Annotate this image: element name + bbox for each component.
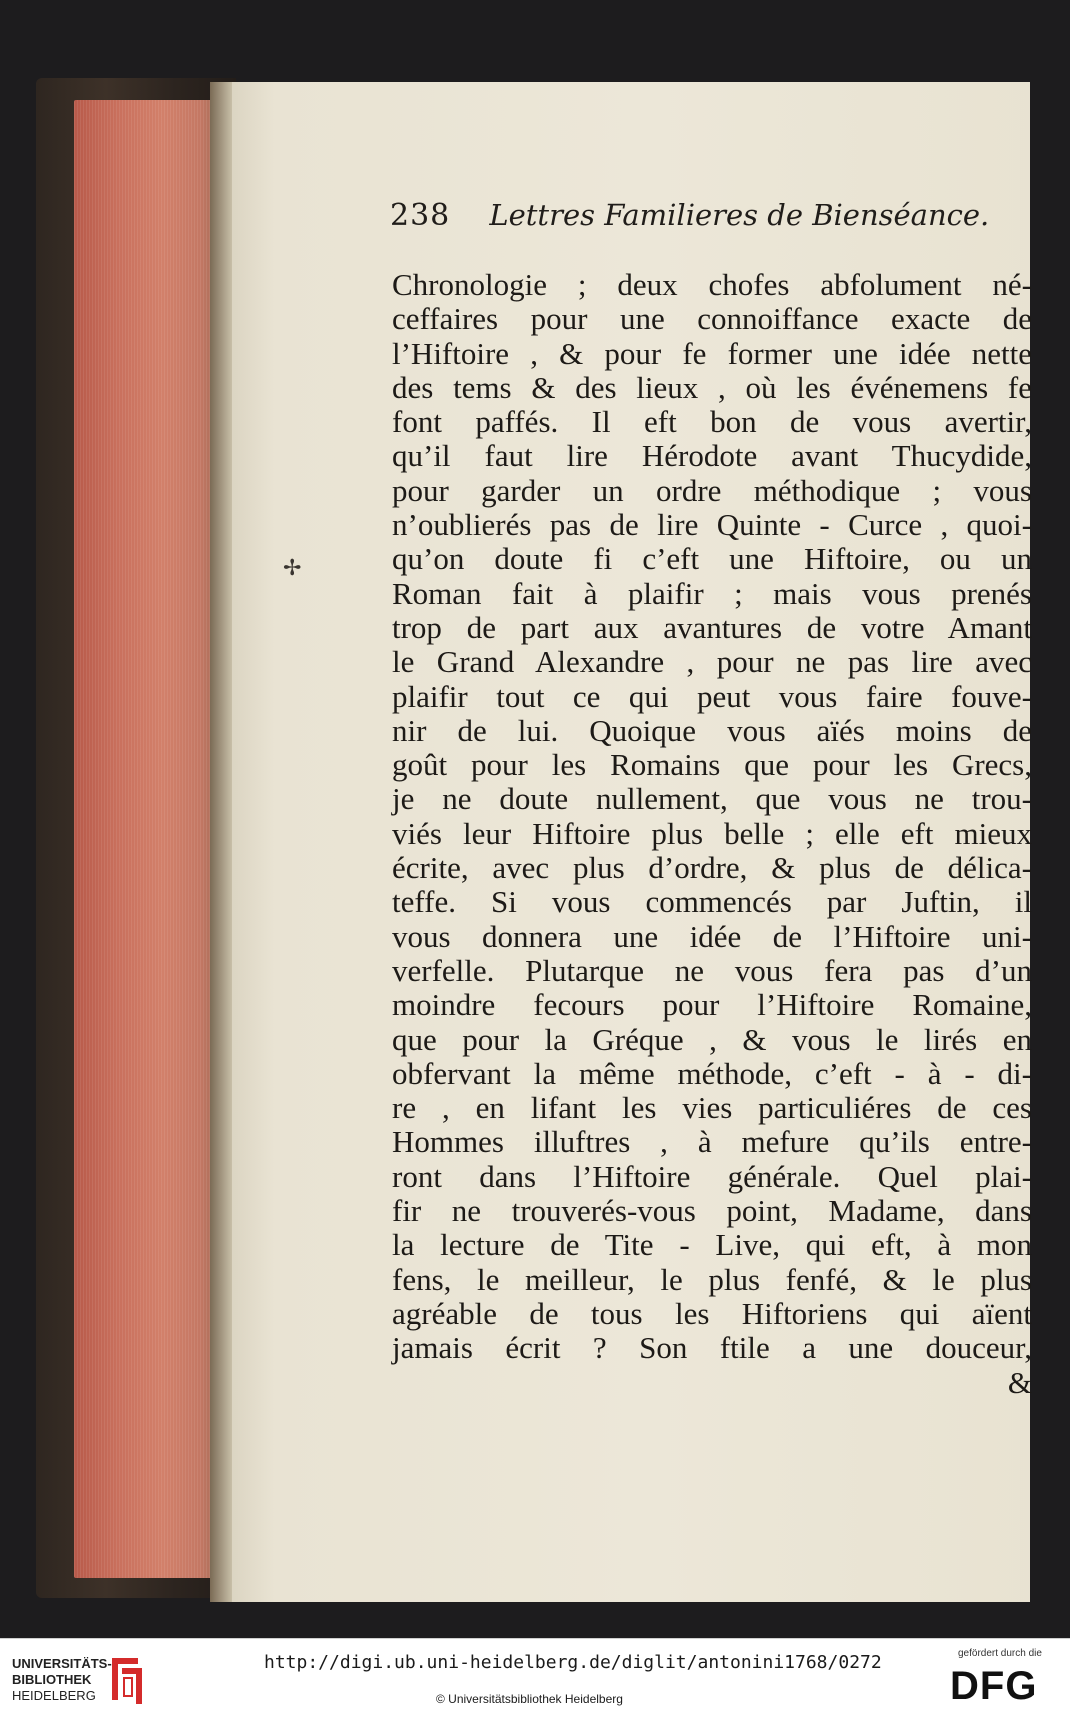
- text-line: font paffés. Il eft bon de vous avertir,: [392, 404, 1032, 440]
- text-line: agréable de tous les Hiftoriens qui aïent: [392, 1295, 1032, 1331]
- text-line: des tems & des lieux , où les événemens fe: [392, 369, 1032, 405]
- text-line: la lecture de Tite - Live, qui eft, à mon: [392, 1227, 1032, 1263]
- page-number: 238: [390, 198, 451, 233]
- text-line: Roman fait à plaifir ; mais vous prenés: [392, 575, 1032, 611]
- text-line: l’Hiftoire , & pour fe former une idée nette: [392, 335, 1032, 371]
- margin-mark: ✢: [283, 556, 302, 581]
- dfg-logo[interactable]: DFG: [950, 1664, 1038, 1708]
- text-line: re , en lifant les vies particuliéres de ces: [392, 1090, 1032, 1126]
- text-line: trop de part aux avantures de votre Amant: [392, 609, 1032, 645]
- text-line: qu’on doute fi c’eft une Hiftoire, ou un: [392, 541, 1032, 577]
- text-line: viés leur Hiftoire plus belle ; elle eft mieux: [392, 815, 1032, 851]
- text-line: nir de lui. Quoique vous aïés moins de: [392, 712, 1032, 748]
- copyright-notice: © Universitätsbibliothek Heidelberg: [436, 1692, 623, 1706]
- text-line: ceffaires pour une connoiffance exacte de: [392, 301, 1032, 337]
- text-line: jamais écrit ? Son ftile a une douceur,: [392, 1330, 1032, 1366]
- library-logo-line2[interactable]: BIBLIOTHEK: [12, 1672, 92, 1687]
- page-header: [390, 198, 990, 248]
- text-line: Hommes illuftres , à mefure qu’ils entre-: [392, 1124, 1032, 1160]
- text-line: fir ne trouverés-vous point, Madame, dans: [392, 1193, 1032, 1229]
- funded-by-label: gefördert durch die: [958, 1648, 1042, 1659]
- text-line: que pour la Gréque , & vous le lirés en: [392, 1021, 1032, 1057]
- library-logo-line1[interactable]: UNIVERSITÄTS-: [12, 1656, 112, 1671]
- page-gutter: [210, 82, 232, 1602]
- text-line: écrite, avec plus d’ordre, & plus de délica-: [392, 850, 1032, 886]
- text-line: qu’il faut lire Hérodote avant Thucydide,: [392, 438, 1032, 474]
- text-line: le Grand Alexandre , pour ne pas lire avec: [392, 644, 1032, 680]
- text-line: ront dans l’Hiftoire générale. Quel plai-: [392, 1158, 1032, 1194]
- text-line: obfervant la même méthode, c’eft - à - di-: [392, 1055, 1032, 1091]
- red-page-edges: [74, 100, 222, 1578]
- text-line: verfelle. Plutarque ne vous fera pas d’un: [392, 952, 1032, 988]
- right-shadow: [1030, 0, 1070, 1638]
- library-logo-line3[interactable]: HEIDELBERG: [12, 1688, 96, 1703]
- text-line: n’oublierés pas de lire Quinte - Curce , quoi-: [392, 507, 1032, 543]
- text-line: je ne doute nullement, que vous ne trou-: [392, 781, 1032, 817]
- text-line: teffe. Si vous commencés par Juftin, il: [392, 884, 1032, 920]
- text-line: fens, le meilleur, le plus fenfé, & le plus: [392, 1261, 1032, 1297]
- text-line: moindre fecours pour l’Hiftoire Romaine,: [392, 987, 1032, 1023]
- text-line: vous donnera une idée de l’Hiftoire uni-: [392, 918, 1032, 954]
- text-line: &: [1007, 1364, 1032, 1400]
- body-text: [392, 268, 1032, 1400]
- text-line: goût pour les Romains que pour les Grecs,: [392, 747, 1032, 783]
- library-logo-icon[interactable]: [108, 1652, 146, 1706]
- footer-bar: [0, 1638, 1070, 1719]
- text-line: plaifir tout ce qui peut vous faire fouve-: [392, 678, 1032, 714]
- text-line: Chronologie ; deux chofes abfolument né-: [392, 267, 1032, 302]
- running-title: Lettres Familieres de Bienséance.: [489, 198, 990, 232]
- text-line: pour garder un ordre méthodique ; vous: [392, 472, 1032, 508]
- permalink-url[interactable]: http://digi.ub.uni-heidelberg.de/diglit/antonini1768/0272: [264, 1652, 882, 1673]
